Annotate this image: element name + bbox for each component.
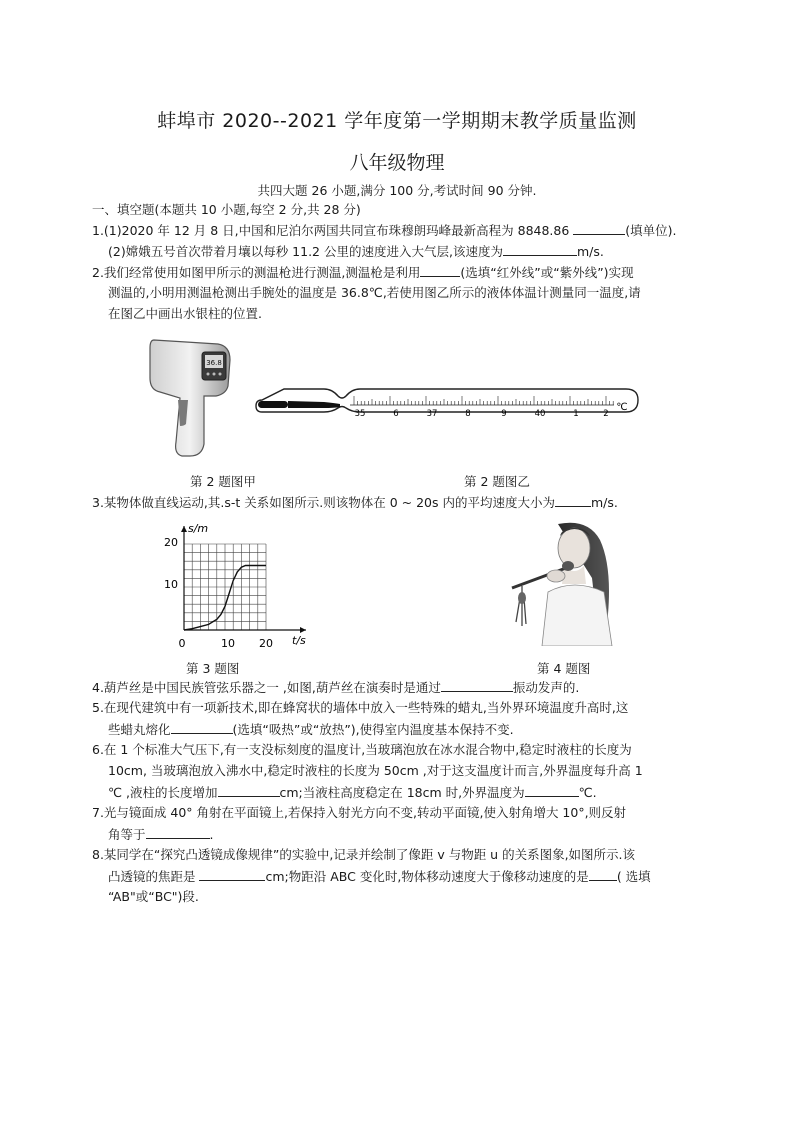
answer-blank[interactable]	[555, 494, 591, 507]
q5-text-b: (选填“吸热”或“放热”),使得室内温度基本保持不变.	[232, 722, 514, 737]
question-2-line2: 测温的,小明用测温枪测出手腕处的温度是 36.8℃,若使用图乙所示的液体体温计测量同一温度,请	[108, 285, 641, 300]
q7-text-a: 角等于	[108, 827, 146, 842]
question-1-part2	[108, 243, 604, 260]
thermometer-label: 2	[603, 409, 609, 419]
q1-text-a: 1.(1)2020 年 12 月 8 日,中国和尼泊尔两国共同宣布珠穆朗玛峰最新高程为 8848.86	[92, 223, 574, 238]
answer-blank[interactable]	[199, 868, 265, 881]
figure-caption-3: 第 3 题图	[186, 661, 240, 676]
question-1-part1	[92, 222, 677, 239]
answer-blank[interactable]	[589, 868, 617, 881]
answer-blank[interactable]	[420, 264, 460, 277]
y-tick-label: 20	[164, 536, 178, 549]
q2-text-a: 2.我们经常使用如图甲所示的测温枪进行测温,测温枪是利用	[92, 265, 421, 280]
question-4	[92, 679, 579, 696]
x-axis-label: t/s	[292, 634, 306, 647]
question-3	[92, 494, 618, 511]
thermometer-gun-figure	[148, 334, 238, 462]
clinical-thermometer-figure	[254, 386, 644, 428]
y-tick-label: 10	[164, 578, 178, 591]
question-7-line1: 7.光与镜面成 40° 角射在平面镜上,若保持入射光方向不变,转动平面镜,使入射角增大 10°,则反射	[92, 805, 627, 820]
page-subtitle: 八年级物理	[349, 152, 445, 174]
question-8-line2	[108, 868, 651, 885]
q7-text-b: .	[209, 827, 214, 842]
answer-blank[interactable]	[525, 784, 579, 797]
x-tick-label: 20	[259, 637, 273, 650]
question-7-line2	[108, 826, 214, 843]
x-tick-label: 10	[221, 637, 235, 650]
thermometer-label: 35	[354, 409, 366, 419]
q2-text-b: (选填“红外线”或“紫外线”)实现	[460, 265, 634, 280]
thermometer-label: 8	[465, 409, 471, 419]
answer-blank[interactable]	[218, 784, 280, 797]
figure-caption-2a: 第 2 题图甲	[190, 474, 256, 489]
exam-info: 共四大题 26 小题,满分 100 分,考试时间 90 分钟.	[257, 183, 537, 198]
thermometer-label: 9	[501, 409, 507, 419]
q1-text-d: m/s.	[576, 244, 604, 259]
question-8-line1: 8.某同学在“探究凸透镜成像规律”的实验中,记录并绘制了像距 v 与物距 u 的关系图象,如图所示.该	[92, 847, 636, 862]
question-6-line2: 10cm, 当玻璃泡放入沸水中,稳定时液柱的长度为 50cm ,对于这支温度计而言,外界温度每升高 1	[108, 763, 643, 778]
thermometer-unit: ℃	[616, 402, 628, 413]
q6-text-c: ℃.	[578, 785, 597, 800]
y-axis-label: s/m	[188, 522, 209, 535]
answer-blank[interactable]	[503, 243, 577, 256]
question-6-line1: 6.在 1 个标准大气压下,有一支没标刻度的温度计,当玻璃泡放在冰水混合物中,稳定时液柱的长度为	[92, 742, 632, 757]
question-5-line2	[108, 721, 514, 738]
q8-text-b: cm;物距沿 ABC 变化时,物体移动速度大于像移动速度的是	[265, 869, 589, 884]
q4-text-a: 4.葫芦丝是中国民族管弦乐器之一 ,如图,葫芦丝在演奏时是通过	[92, 680, 441, 695]
q4-text-b: 振动发声的.	[512, 680, 580, 695]
page-title: 蚌埠市 2020--2021 学年度第一学期期末教学质量监测	[157, 110, 637, 132]
answer-blank[interactable]	[441, 679, 513, 692]
q3-text-a: 3.某物体做直线运动,其.s-t 关系如图所示.则该物体在 0 ~ 20s 内的平均速度大小为	[92, 495, 555, 510]
q5-text-a: 些蜡丸熔化	[108, 722, 171, 737]
x-axis-arrow	[300, 627, 306, 633]
answer-blank[interactable]	[146, 826, 210, 839]
question-2-line3: 在图乙中画出水银柱的位置.	[108, 306, 262, 321]
question-8-line3: “AB"或“BC")段.	[108, 889, 199, 904]
q1-text-c: (2)嫦娥五号首次带着月壤以每秒 11.2 公里的速度进入大气层,该速度为	[108, 244, 503, 259]
thermometer-label: 1	[573, 409, 579, 419]
section-heading: 一、填空题(本题共 10 小题,每空 2 分,共 28 分)	[92, 202, 361, 217]
q3-text-b: m/s.	[590, 495, 618, 510]
figure-caption-2b: 第 2 题图乙	[464, 474, 530, 489]
q6-text-a: ℃ ,液柱的长度增加	[108, 785, 218, 800]
gun-display-reading: 36.8	[206, 359, 222, 367]
question-2-line1	[92, 264, 634, 281]
figure-caption-4: 第 4 题图	[537, 661, 591, 676]
y-axis-arrow	[181, 526, 187, 532]
question-5-line1: 5.在现代建筑中有一项新技术,即在蜂窝状的墙体中放入一些特殊的蜡丸,当外界环境温度升高时,这	[92, 700, 629, 715]
thermometer-label: 37	[426, 409, 438, 419]
thermometer-label: 6	[393, 409, 399, 419]
x-tick-label: 0	[178, 637, 186, 650]
hulusi-performer-figure	[508, 518, 620, 646]
q1-text-b: (填单位).	[625, 223, 677, 238]
thermometer-label: 40	[534, 409, 546, 419]
answer-blank[interactable]	[171, 721, 233, 734]
answer-blank[interactable]	[573, 222, 625, 235]
chart-grid	[184, 544, 266, 630]
s-t-chart	[158, 514, 318, 654]
q6-text-b: cm;当液柱高度稳定在 18cm 时,外界温度为	[279, 785, 525, 800]
question-6-line3	[108, 784, 597, 801]
q8-text-a: 凸透镜的焦距是	[108, 869, 200, 884]
q8-text-c: ( 选填	[616, 869, 651, 884]
